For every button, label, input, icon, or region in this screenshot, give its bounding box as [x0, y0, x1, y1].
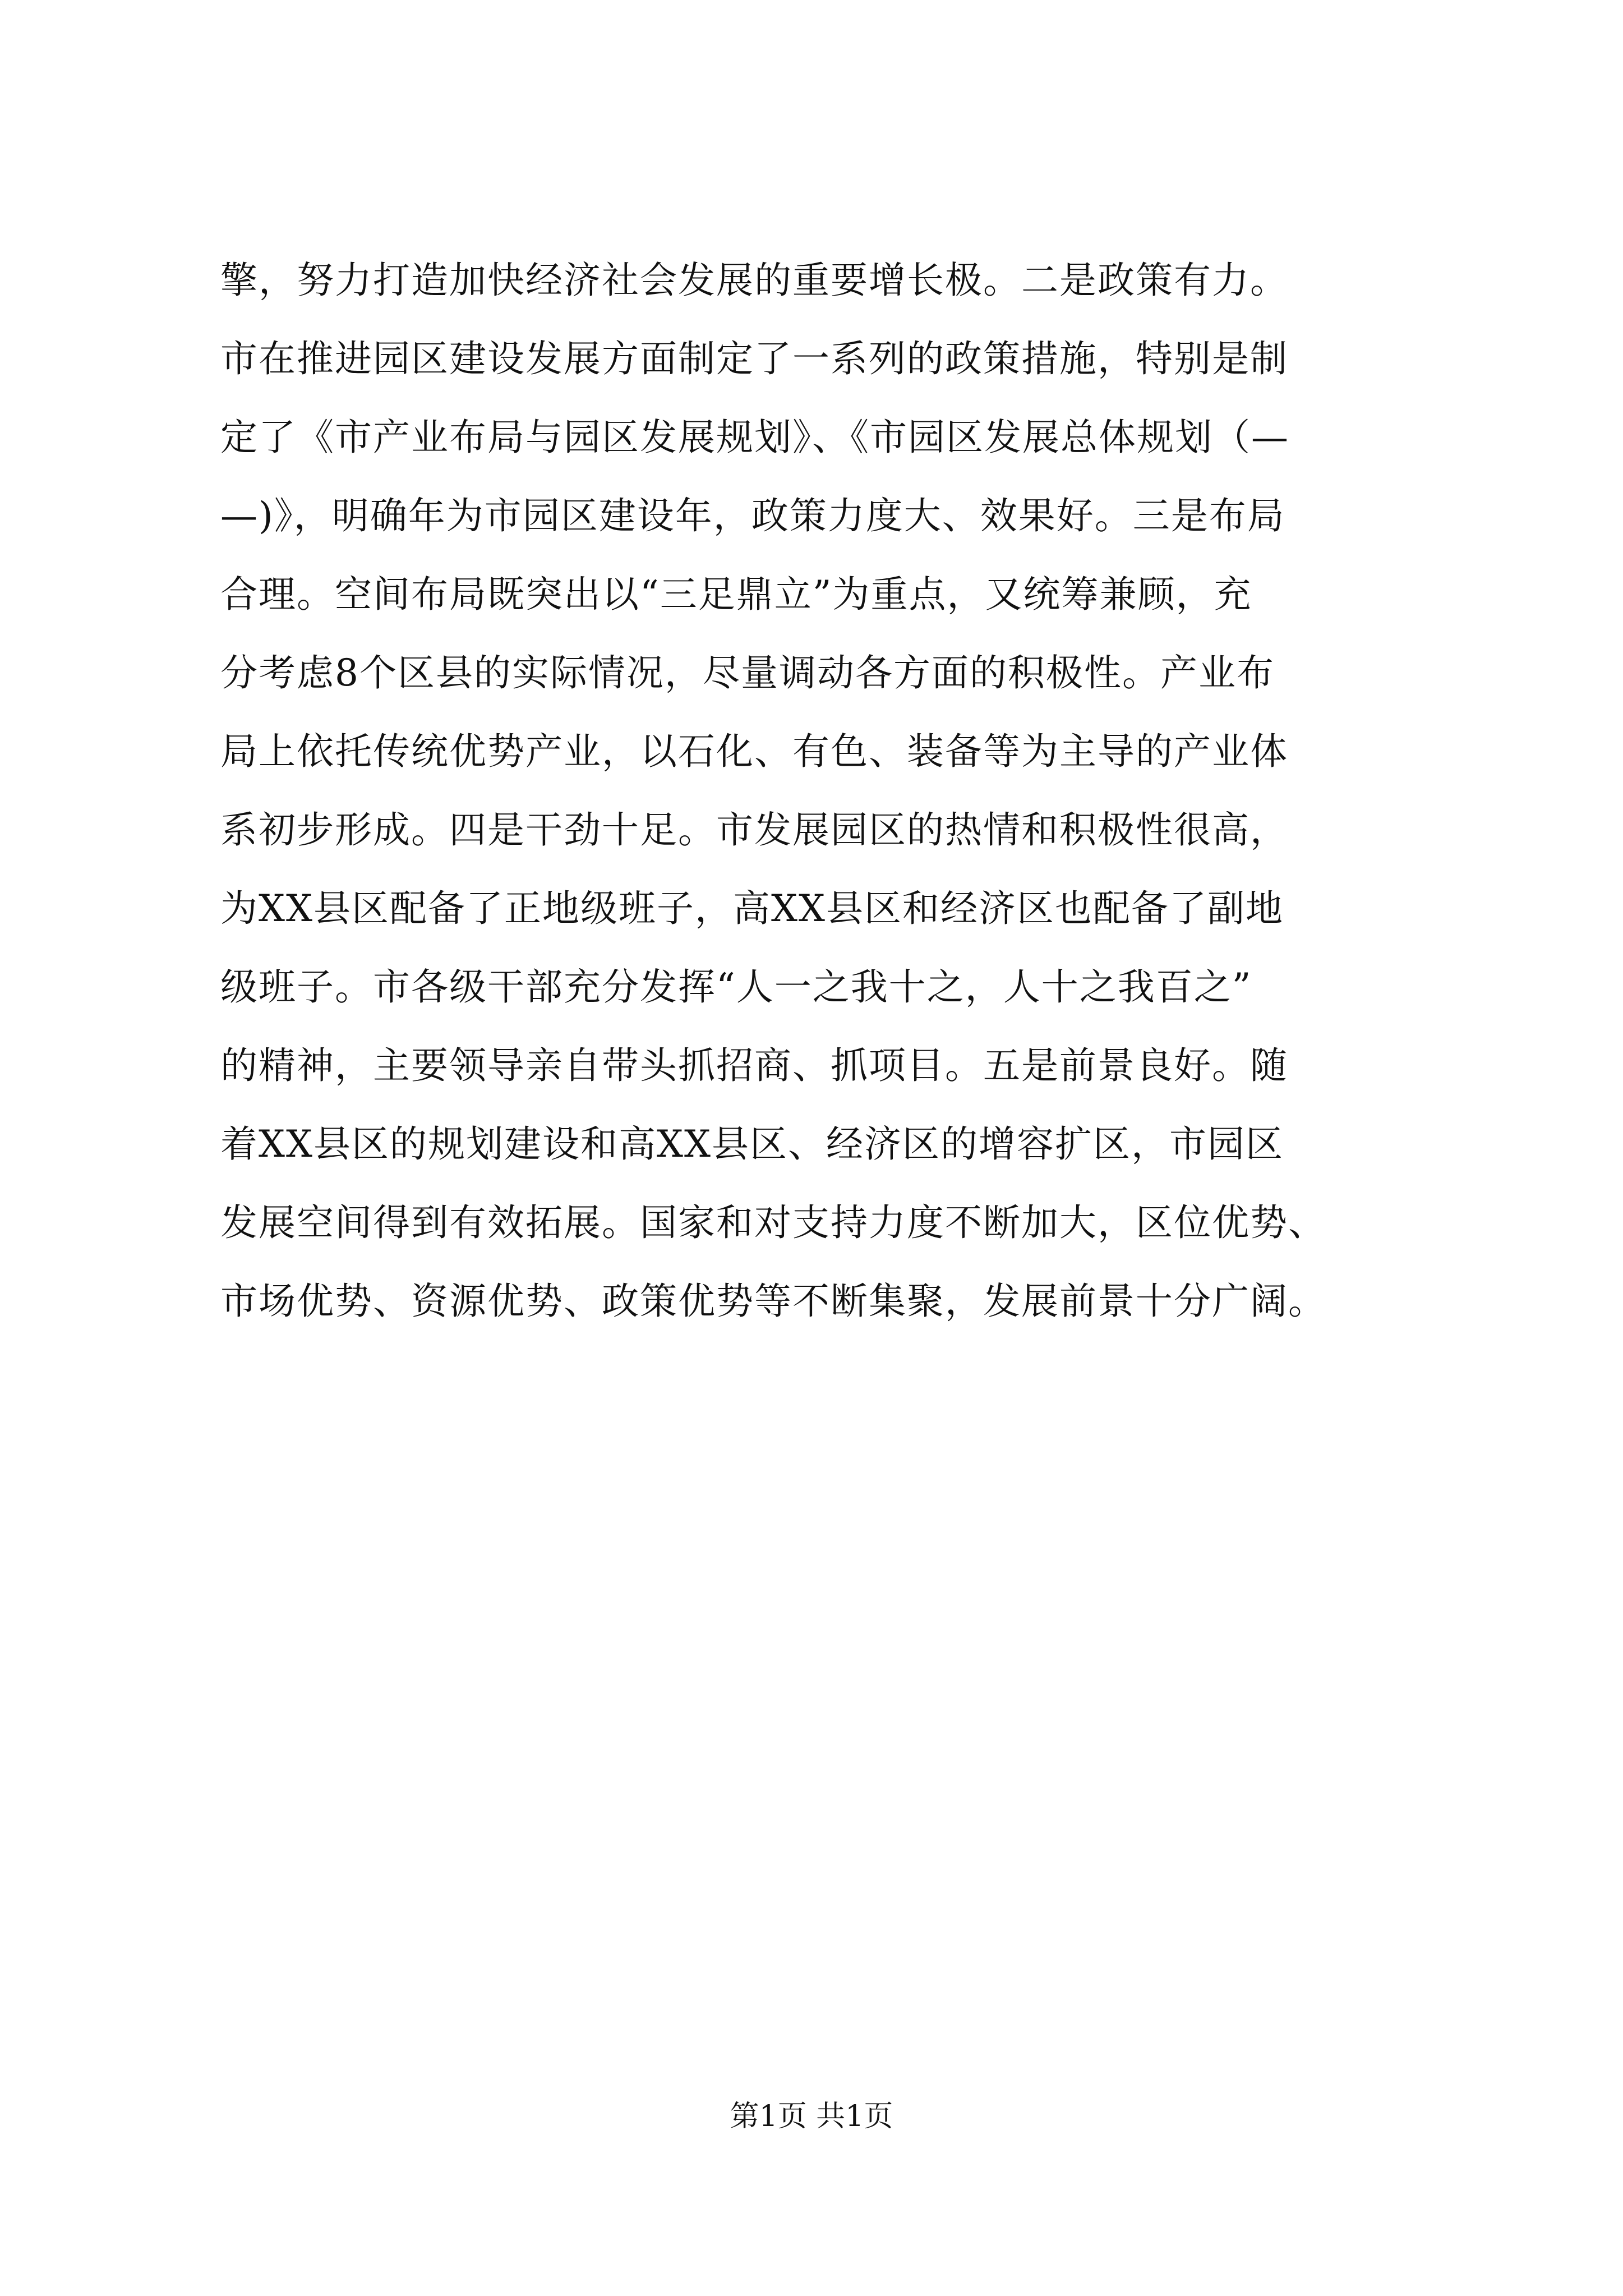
text-line: 合理。空间布局既突出以“三足鼎立”为重点，又统筹兼顾，充	[220, 573, 1252, 616]
text-line: 分考虑8个区县的实际情况，尽量调动各方面的积极性。产业布	[220, 651, 1275, 694]
text-line: 市场优势、资源优势、政策优势等不断集聚，发展前景十分广阔。	[220, 1280, 1326, 1323]
text-line: —)》，明确年为市园区建设年，政策力度大、效果好。三是布局	[220, 494, 1285, 537]
body-paragraph	[220, 241, 1409, 1341]
text-line: 为XX县区配备了正地级班子，高XX县区和经济区也配备了副地	[220, 887, 1284, 930]
text-line: 市在推进园区建设发展方面制定了一系列的政策措施，特别是制	[220, 337, 1288, 380]
text-line: 级班子。市各级干部充分发挥“人一之我十之，人十之我百之”	[220, 965, 1252, 1009]
page-footer: 第1页 共1页	[730, 2100, 893, 2133]
text-line: 着XX县区的规划建设和高XX县区、经济区的增容扩区，市园区	[220, 1122, 1284, 1166]
text-line: 局上依托传统优势产业，以石化、有色、装备等为主导的产业体	[220, 730, 1288, 773]
text-line: 系初步形成。四是干劲十足。市发展园区的热情和积极性很高，	[220, 808, 1288, 852]
text-line: 定了《市产业布局与园区发展规划》、《市园区发展总体规划（—	[220, 416, 1289, 459]
text-line: 的精神，主要领导亲自带头抓招商、抓项目。五是前景良好。随	[220, 1044, 1288, 1087]
text-line: 擎，努力打造加快经济社会发展的重要增长极。二是政策有力。	[220, 259, 1288, 302]
text-line: 发展空间得到有效拓展。国家和对支持力度不断加大，区位优势、	[220, 1201, 1326, 1244]
